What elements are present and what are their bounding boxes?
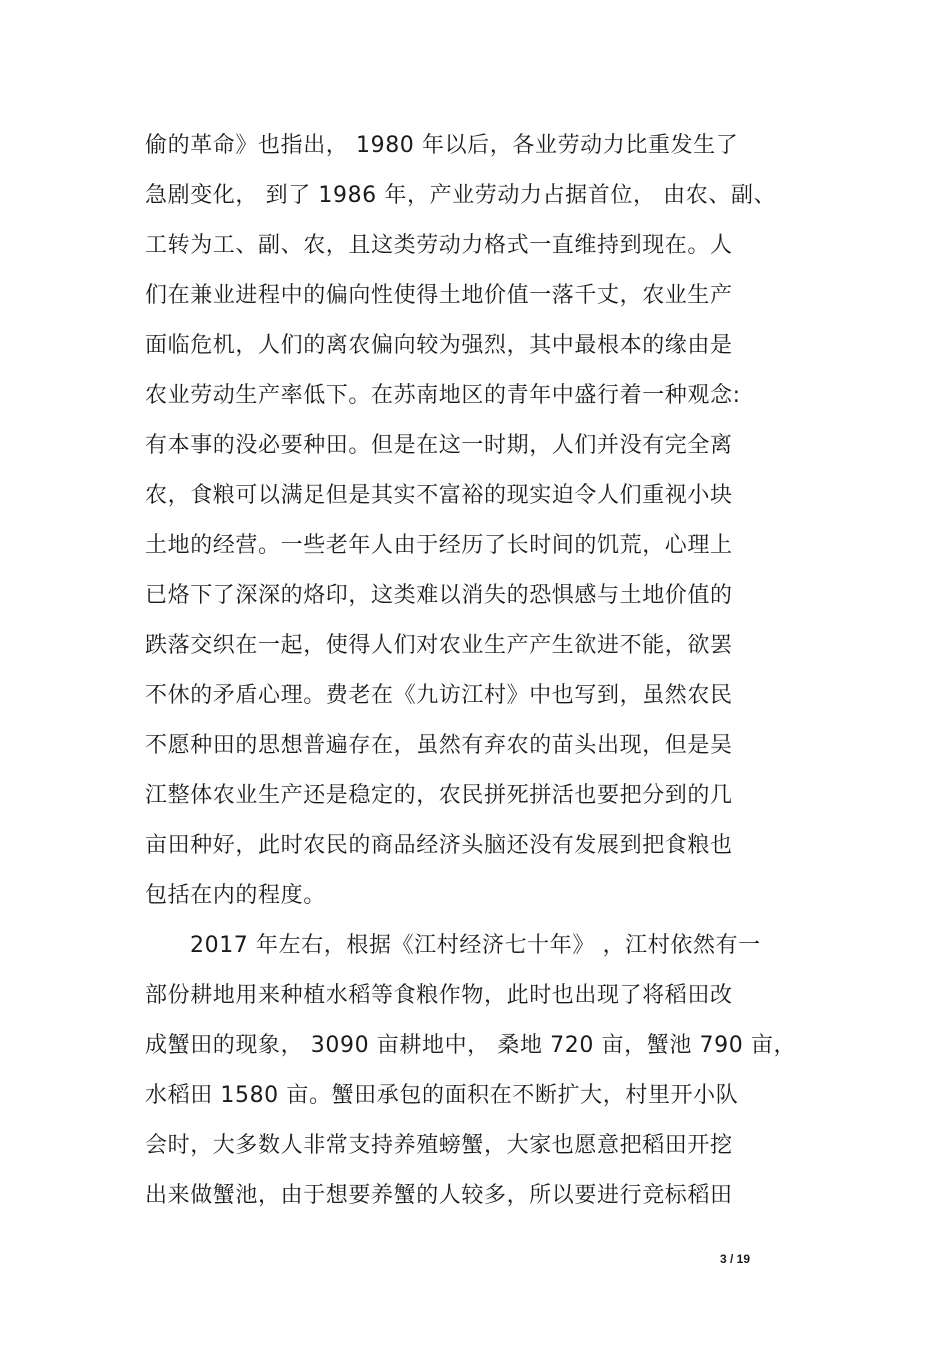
text-line: 已烙下了深深的烙印，这类难以消失的恐惧感与土地价值的 (145, 583, 733, 608)
text-line: 农，食粮可以满足但是其实不富裕的现实迫令人们重视小块 (145, 483, 733, 508)
text-line: 不愿种田的思想普遍存在，虽然有弃农的苗头出现，但是吴 (145, 733, 733, 758)
text-line: 跌落交织在一起，使得人们对农业生产产生欲进不能，欲罢 (145, 633, 733, 658)
text-line: 工转为工、副、农，且这类劳动力格式一直维持到现在。人 (145, 233, 733, 258)
page-number: 3 / 19 (720, 1252, 751, 1266)
text-line: 部份耕地用来种植水稻等食粮作物，此时也出现了将稻田改 (145, 983, 733, 1008)
text-line: 出来做蟹池，由于想要养蟹的人较多，所以要进行竞标稻田 (145, 1183, 733, 1208)
text-line: 们在兼业进程中的偏向性使得土地价值一落千丈，农业生产 (145, 283, 733, 308)
text-line: 亩田种好，此时农民的商品经济头脑还没有发展到把食粮也 (145, 833, 733, 858)
text-line: 偷的革命》也指出， 1980 年以后，各业劳动力比重发生了 (145, 133, 739, 158)
text-line: 会时，大多数人非常支持养殖螃蟹，大家也愿意把稻田开挖 (145, 1133, 733, 1158)
text-line: 不休的矛盾心理。费老在《九访江村》中也写到，虽然农民 (145, 683, 733, 708)
text-line: 包括在内的程度。 (145, 883, 326, 908)
text-line: 江整体农业生产还是稳定的，农民拼死拼活也要把分到的几 (145, 783, 733, 808)
text-line: 水稻田 1580 亩。蟹田承包的面积在不断扩大，村里开小队 (145, 1083, 739, 1108)
text-line: 成蟹田的现象， 3090 亩耕地中， 桑地 720 亩，蟹池 790 亩， (145, 1033, 797, 1058)
text-line: 有本事的没必要种田。但是在这一时期，人们并没有完全离 (145, 433, 733, 458)
text-line: 2017 年左右，根据《江村经济七十年》 ，江村依然有一 (190, 933, 761, 958)
text-line: 土地的经营。一些老年人由于经历了长时间的饥荒，心理上 (145, 533, 733, 558)
text-line: 面临危机，人们的离农偏向较为强烈，其中最根本的缘由是 (145, 333, 733, 358)
text-line: 急剧变化， 到了 1986 年，产业劳动力占据首位， 由农、副、 (145, 183, 777, 208)
text-line: 农业劳动生产率低下。在苏南地区的青年中盛行着一种观念: (145, 383, 741, 408)
